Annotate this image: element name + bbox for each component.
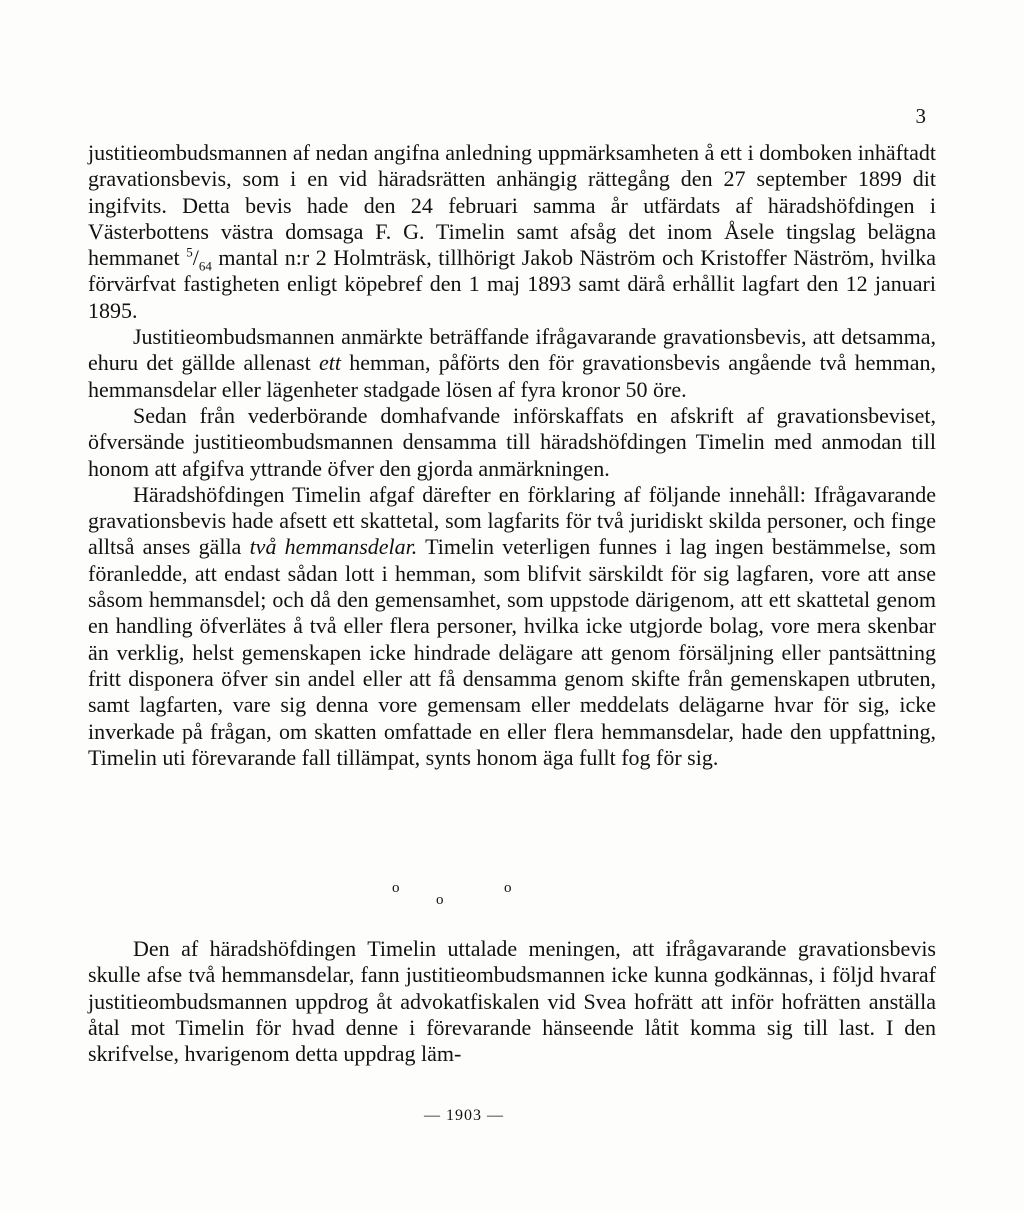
paragraph-2: [88, 324, 936, 403]
main-text-block: [88, 140, 936, 771]
paragraph-3: Sedan från vederbörande domhafvande införskaffats en afskrift af gravationsbeviset, öfversände justitieombudsmannen densamma till häradshöfdingen Timelin med anmodan till honom att afgifva yttrande öfver den gjorda anmärkningen.: [88, 402, 936, 481]
fraction-separator: /: [192, 245, 199, 271]
fraction-numerator: 5: [186, 244, 193, 260]
paragraph-4-start: Häradshöfdingen Timelin afgaf därefter en förklaring af följande innehåll: Ifrågavarande gravationsbevis hade afsett ett skattetal, som lagfarits för två juridiskt skilda personer, och finge alltså anses gälla: [88, 481, 936, 560]
paragraph-1-text: justitieombudsmannen af nedan angifna anledning uppmärksamheten å ett i domboken inhäftadt gravationsbevis, som i en vid häradsrätten anhängig rättegång den 27 september 1899 dit ingifvits. Detta bevis hade den 24 februari samma år utfärdats af häradshöfdingen i Västerbottens västra domsaga F. G. Timelin samt afsåg det inom Åsele tingslag belägna hemmanet: [88, 140, 936, 271]
paragraph-2-end: hemman, påförts den för gravationsbevis angående två hemman, hemmansdelar eller lägenheter stadgade lösen af fyra kronor 50 öre.: [88, 350, 936, 402]
paragraph-1: [88, 140, 936, 324]
paragraph-2-emphasis: ett: [318, 350, 341, 376]
ornament-mark: o: [392, 880, 400, 896]
closing-text-block: [88, 936, 936, 1067]
footer-year: — 1903 —: [424, 1107, 504, 1124]
paragraph-4-end: Timelin veterligen funnes i lag ingen bestämmelse, som föranledde, att endast sådan lott i hemman, som blifvit särskildt för sig lagfaren, vore att anse såsom hemmansdel; och då den gemensamhet, som uppstode därigenom, att ett skattetal genom en handling öfverlätes å två eller flera personer, hvilka icke utgjorde bolag, vore mera skenbar än verklig, helst gemenskapen icke hindrade delägare att genom försäljning eller pantsättning fritt disponera öfver sin andel eller att få densamma genom skifte från gemenskapen utbruten, samt lagfarten, vare sig denna vore gemensam eller meddelats delägarne hvar för sig, icke inverkade på frågan, om skatten omfattade en eller flera hemmansdelar, hade den uppfattning, Timelin uti förevarande fall tillämpat, synts honom äga fullt fog för sig.: [88, 534, 936, 770]
section-ornament: [392, 880, 542, 910]
paragraph-2-start: Justitieombudsmannen anmärkte beträffande ifrågavarande gravationsbevis, att detsamma, ehuru det gällde allenast: [88, 324, 936, 376]
paragraph-4-emphasis: två hemmansdelar.: [249, 534, 418, 560]
paragraph-4: [88, 482, 936, 771]
ornament-mark: o: [504, 880, 512, 896]
page-number: 3: [915, 104, 926, 128]
paragraph-1-rest: mantal n:r 2 Holmträsk, tillhörigt Jakob Näström och Kristoffer Näström, hvilka förvärfvat fastigheten enligt köpebref den 1 maj 1893 samt därå erhållit lagfart den 12 januari 1895.: [88, 245, 937, 323]
fraction-denominator: 64: [198, 258, 212, 274]
paragraph-5: Den af häradshöfdingen Timelin uttalade meningen, att ifrågavarande gravationsbevis skulle afse två hemmansdelar, fann justitieombudsmannen icke kunna godkännas, i följd hvaraf justitieombudsmannen uppdrog åt advokatfiskalen vid Svea hofrätt att inför hofrätten anställa åtal mot Timelin för hvad denne i förevarande hänseende låtit komma sig till last. I den skrifvelse, hvarigenom detta uppdrag läm-: [88, 936, 936, 1067]
ornament-mark: o: [436, 892, 444, 908]
